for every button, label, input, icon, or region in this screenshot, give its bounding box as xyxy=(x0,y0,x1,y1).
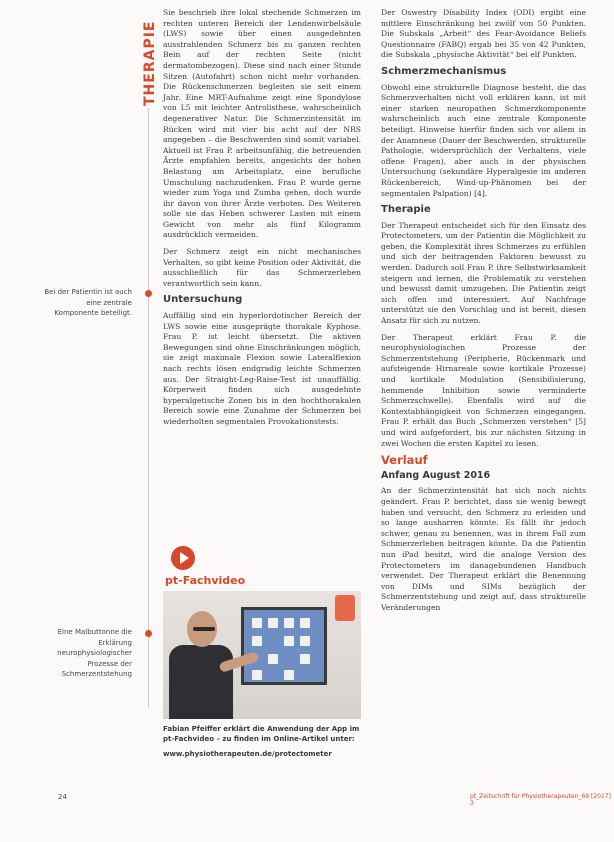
screen-tile xyxy=(252,618,262,628)
middle-column xyxy=(163,8,361,434)
body-paragraph: Auffällig sind ein hyperlordotischer Bereich der LWS sowie eine ausgeprägte thorakale Kyphose. Frau P. ist leicht übersetzt. Die aktiven Bewegungen sind ohne Einschränkungen möglich, sie zeigt maximale Flexion sowie Lateralflexion nach rechts lösen endgradig leichte Schmerzen aus. Der Straight-Leg-Raise-Test ist unauffällig. Körperweit finden sich ausgedehnte hyperalgetische Zonen bis in den hochthorakalen Bereich sowie eine Zunahme der Schmerzen bei wiederholten segmentalen Provokationstests. xyxy=(163,311,361,426)
heading-verlauf: Verlauf xyxy=(381,453,428,468)
screen-tile xyxy=(300,618,310,628)
subheading-anfang-august: Anfang August 2016 xyxy=(381,469,491,481)
body-paragraph: Der Schmerz zeigt ein nicht mechanisches Verhalten, so gibt keine Position oder Aktivität, die ausschließlich für das Schmerzerleben verantwortlich sein kann. xyxy=(163,247,361,288)
screen-tile xyxy=(284,618,294,628)
screen-tile xyxy=(268,654,278,664)
video-box xyxy=(163,546,361,758)
right-column xyxy=(381,8,586,619)
screen-tile xyxy=(268,618,278,628)
play-icon[interactable] xyxy=(171,546,195,570)
video-caption: Fabian Pfeiffer erklärt die Anwendung der App im pt-Fachvideo – zu finden im Online-Artikel unter: xyxy=(163,725,360,743)
screen-tile xyxy=(300,636,310,646)
photo-screen xyxy=(241,607,327,685)
margin-note-marker xyxy=(145,290,152,297)
heading-schmerzmechanismus: Schmerzmechanismus xyxy=(381,65,507,77)
body-paragraph: Der Therapeut entscheidet sich für den Einsatz des Protectometers, um der Patientin die Möglichkeit zu geben, die Komplexität ihres Schmerzes zu erfühlen und sich der beitragenden Faktoren bewusst zu werden. Dadurch soll Frau P. ihre Selbstwirksamkeit steigern und lernen, die Problematik zu verstehen und bewusst damit umzugehen. Die Patientin zeigt sich offen und interessiert. Auf Nachfrage unterstützt sie den Vorschlag und ist bereit, diesen Ansatz für sich zu nutzen. xyxy=(381,220,586,326)
heading-therapie: Therapie xyxy=(381,204,431,216)
screen-tile xyxy=(284,670,294,680)
screen-tile xyxy=(252,636,262,646)
body-paragraph: Obwohl eine strukturelle Diagnose besteht, die das Schmerzverhalten nicht voll erklären kann, ist mit einer starken neuropathen Schmerzkomponente wahrscheinlich auch eine zentrale Komponente beteiligt. Hinweise hierfür finden sich vor allem in der Anamnese (Dauer der Beschwerden, strukturelle Pathologie, widersprüchlich der Verhaltens, viele offene Fragen), aber auch in der physischen Untersuchung (sekundäre Hyperalgesie im anderen Rückenbereich, Wind-up-Phänomen bei der segmentalen Palpation) [4]. xyxy=(381,82,586,198)
video-title: pt-Fachvideo xyxy=(165,574,246,587)
screen-tile xyxy=(252,670,262,680)
video-photo xyxy=(163,591,361,719)
margin-note: Eine Malbuttonne die Erklärung neurophysiologischer Prozesse der Schmerzentstehung xyxy=(57,628,132,678)
person-body xyxy=(169,645,233,719)
video-url-link[interactable]: www.physiotherapeuten.de/protectometer xyxy=(163,750,332,758)
magazine-footer: pt_Zeitschrift für Physiotherapeuten_69 [2017] 3 xyxy=(470,793,611,807)
heading-untersuchung: Untersuchung xyxy=(163,294,243,306)
body-paragraph: Der Oswestry Disability Index (ODI) ergibt eine mittlere Einschränkung bei zwölf von 50 Punkten. Die Subskala „Arbeit“ des Fear-Avoidance Beliefs Questionnaire (FABQ) ergab bei 35 von 42 Punkten, die Subskala „physische Aktivität“ bei elf Punkten. xyxy=(381,8,586,60)
photo-person xyxy=(169,611,233,719)
section-label-text: THERAPIE xyxy=(142,20,158,106)
screen-tile xyxy=(284,636,294,646)
body-paragraph: Sie beschrieb ihre lokal stechende Schmerzen im rechten unteren Bereich der Lendenwirbelsäule (LWS) sowie über einen ausgedehnten ausstrahlenden Schmerz bis zu ganzen rechten Bein auf der rechten Seite (nicht dermatombezogen). Diese sind nach einer Stunde Sitzen (Autofahrt) schon nicht mehr vorhanden. Die Rückenschmerzen begleiten sie seit einem Jahr. Eine MRT-Aufnahme zeigt eine Spondylose von L5 mit leichter Antrolisthese, wahrscheinlich degenerativer Natur. Die Schmerzintensität im Rücken wird mit vier bis acht auf der NRS angegeben – die Beschwerden sind somit variabel. Aktuell ist Frau P. arbeitsunfähig, die betreuenden Ärzte empfahlen bereits, angesichts der hohen Belastung am Arbeitsplatz, eine berufliche Umschulung nachzudenken. Frau P. wurde gerne wieder zum Yoga und Zumba gehen, doch wurde ihr davon von ihrer Ärzte verboten. Des Weiteren solle sie das Heben schwerer Lasten mit einem Gewicht von mehr als fünf Kilogramm ausdrücklich vermeiden. xyxy=(163,8,361,240)
margin-note-marker xyxy=(145,630,152,637)
person-glasses xyxy=(193,627,215,631)
side-rule xyxy=(148,108,149,708)
photo-sign xyxy=(335,595,355,621)
page-number: 24 xyxy=(58,793,67,801)
screen-tile xyxy=(300,654,310,664)
section-label xyxy=(142,6,156,106)
body-paragraph: Der Therapeut erklärt Frau P. die neurophysiologischen Prozesse der Schmerzentstehung (Peripherie, Rückenmark und aufsteigende Hirnareale sowie kortikale Prozesse) und kortikale Modulation (Sensibilisierung, hemmende Inhibition sowie verminderte Schmerzschwelle). Ebenfalls wird auf die Kontextabhängigkeit von Schmerzen eingegangen. Frau P. erhält das Buch „Schmerzen verstehen“ [5] und wird aufgefordert, bis zur nächsten Sitzung in zwei Wochen die ersten Kapitel zu lesen. xyxy=(381,332,586,448)
body-paragraph: An der Schmerzintensität hat sich noch nichts geändert. Frau P. berichtet, dass sie wenig bewegt haben und versucht, den Schmerz zu erleiden und so lange ausharren könnte. Es fällt ihr jedoch schwer, genau zu benennen, was in ihrem Fall zum Schmerzerleben beitragen könnte. Da die Patientin nun iPad besitzt, wird die analoge Version des Protectometers im danagebundenen Handbuch verwendet. Der Therapeut erklärt die Benennung von DIMs und SIMs bezüglich der Schmerzentstehung und zeigt auf, dass strukturelle Veränderungen xyxy=(381,486,586,612)
margin-note: Bei der Patientin ist auch eine zentrale Komponente beteiligt. xyxy=(44,288,132,317)
